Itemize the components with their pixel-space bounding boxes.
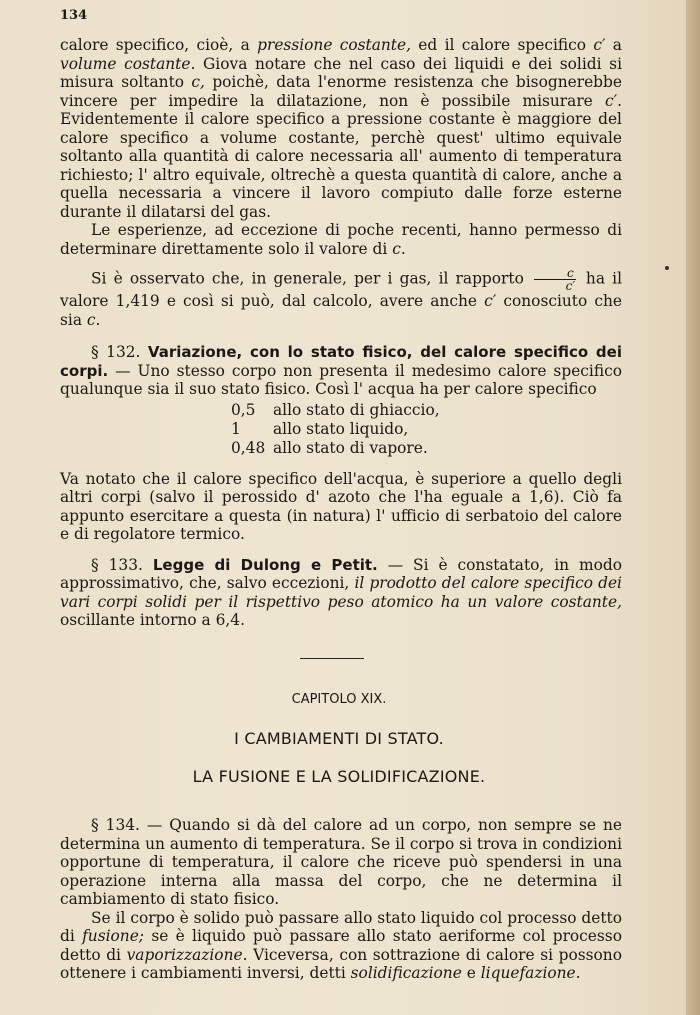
list-item: 0,5 allo stato di ghiaccio, xyxy=(231,400,440,419)
section-132-title: Variazione, con lo stato fisico, del calore specifico dei corpi. xyxy=(60,343,622,380)
chapter-title: I CAMBIAMENTI DI STATO. xyxy=(234,729,444,748)
paragraph-rapporto: Si è osservato che, in generale, per i gas, il rapporto $\frac{c}{c'}$ ha il valore 1,419 e così si può, dal calcolo, avere anche c′ conosciuto che sia c. xyxy=(60,266,622,329)
page-body xyxy=(60,36,622,983)
section-134: § 134. — Quando si dà del calore ad un corpo, non sempre se ne determina un aumento di temperatura. Se il corpo si trova in condizioni opportune di temperatura, il calore che riceve può spendersi in una operazione interna alla massa del corpo, che ne determina il cambiamento di stato fisico. xyxy=(60,816,622,908)
paragraph-fusione: Se il corpo è solido può passare allo stato liquido col processo detto di fusione; se è liquido può passare allo stato aeriforme col processo detto di vaporizzazione. Viceversa, con sottrazione di calore si possono ottenere i cambiamenti inversi, detti solidificazione e liquefazione. xyxy=(60,908,622,982)
page-number: 134 xyxy=(60,8,88,23)
paragraph-esperienze: Le esperienze, ad eccezione di poche recenti, hanno permesso di determinare direttamente solo il valore di c. xyxy=(60,221,622,258)
list-item: 1 allo stato liquido, xyxy=(231,419,409,438)
section-132: § 132. Variazione, con lo stato fisico, del calore specifico dei corpi. — Uno stesso corpo non presenta il medesimo calore specifico qualunque sia il suo stato fisico. Così l' acqua ha per calore specifico xyxy=(60,343,622,398)
list-item: 0,48 allo stato di vapore. xyxy=(231,438,428,457)
chapter-subtitle: LA FUSIONE E LA SOLIDIFICAZIONE. xyxy=(192,766,486,786)
paragraph-continuation: calore specifico, cioè, a pressione costante, ed il calore specifico c′ a volume costante. Giova notare che nel caso dei liquidi e dei solidi si misura soltanto c, poichè, data l'enorme resistenza che bisognerebbe vincere per impedire la dilatazione, non è possibile misurare c′. Evidentemente il calore specifico a pressione costante è maggiore del calore specifico a volume costante, perchè quest' ultimo equivale soltanto alla quantità di calore necessaria all' aumento di temperatura richiesto; l' altro equivale, oltrechè a questa quantità di calore, anche a quella necessaria a vincere il lavoro compiuto dalle forze esterne durante il dilatarsi del gas. xyxy=(60,36,622,221)
section-133-number: § 133. xyxy=(91,555,143,574)
section-132-number: § 132. xyxy=(91,343,141,361)
section-133: § 133. Legge di Dulong e Petit. — Si è constatato, in modo approssimativo, che, salvo eccezioni, il prodotto del calore specifico dei vari corpi solidi per il rispettivo peso atomico ha un valore costante, oscillante intorno a 6,4. xyxy=(60,555,622,629)
chapter-label: CAPITOLO XIX. xyxy=(291,691,387,707)
section-133-title: Legge di Dulong e Petit. xyxy=(152,555,378,574)
ratio-fraction: $\frac{c}{c'}$ xyxy=(534,267,576,292)
paper-speck xyxy=(665,266,669,270)
water-specific-heat-list xyxy=(231,401,622,458)
section-divider xyxy=(300,658,364,659)
page-edge xyxy=(686,0,700,1015)
paragraph-acqua: Va notato che il calore specifico dell'acqua, è superiore a quello degli altri corpi (salvo il perossido d' azoto che l'ha eguale a 1,6). Ciò fa appunto esercitare a questa (in natura) l' ufficio di serbatoio del calore e di regolatore termico. xyxy=(60,469,622,543)
